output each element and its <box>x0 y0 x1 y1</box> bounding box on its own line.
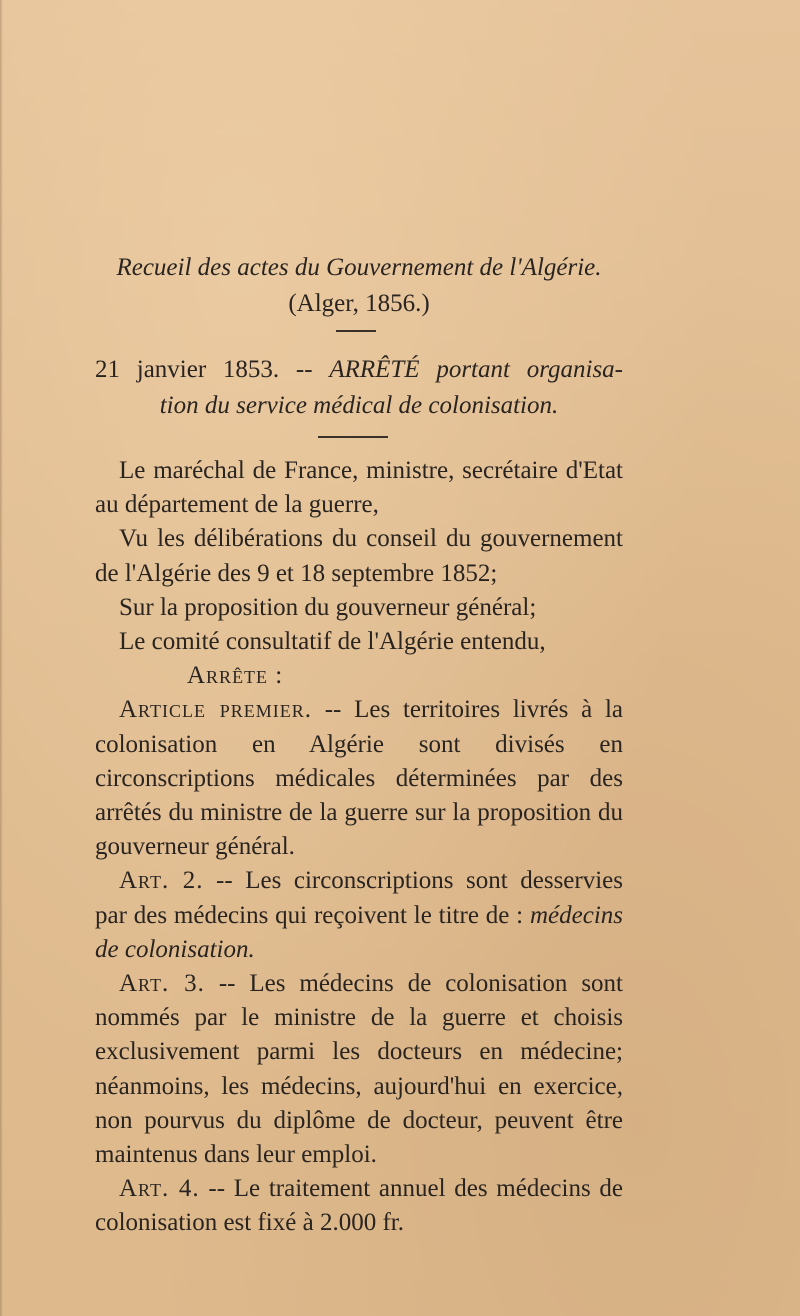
article-label: Art. 3. <box>119 970 205 998</box>
source-place-date: (Alger, 1856.) <box>288 290 430 317</box>
decree-body <box>95 454 623 1241</box>
source-citation <box>95 250 623 322</box>
article-2 <box>95 864 623 967</box>
article-text: -- Le traitement annuel des médecins de colonisation est fixé à 2.000 fr. <box>95 1175 623 1237</box>
preamble-paragraph: Le maréchal de France, ministre, secrétaire d'Etat au département de la guerre, <box>95 457 623 519</box>
preamble-paragraph: Le comité consultatif de l'Algérie entendu, <box>119 628 546 656</box>
separator-rule-long <box>318 436 388 438</box>
arrete-heading: Arrête : <box>187 662 284 690</box>
article-emphasis: médecins de colonisation. <box>95 901 624 963</box>
article-4 <box>95 1172 623 1240</box>
separator-rule-short <box>336 330 376 332</box>
decree-dateline <box>95 352 623 388</box>
page-binding-edge <box>0 0 3 1316</box>
decree-date: 21 janvier 1853. -- <box>95 356 313 383</box>
article-text: -- Les territoires livrés à la colonisation en Algérie sont divisés en circonscriptions médicales déterminées par des arrêtés du ministre de la guerre sur la proposition du gouverneur général. <box>95 696 624 861</box>
article-1 <box>95 693 623 864</box>
article-3 <box>95 967 623 1172</box>
decree-title-part2: tion du service médical de colonisation. <box>159 392 559 419</box>
article-text: -- Les circonscriptions sont desservies par des médecins qui reçoivent le titre de : <box>95 867 623 929</box>
decree-heading <box>95 352 623 424</box>
preamble-paragraph: Sur la proposition du gouverneur général; <box>119 593 537 621</box>
source-title: Recueil des actes du Gouvernement de l'Algérie. <box>116 254 602 281</box>
article-text: -- Les médecins de colonisation sont nommés par le ministre de la guerre et choisis exclusivement parmi les docteurs en médecine; néanmoins, les médecins, aujourd'hui en exercice, non pourvus du diplôme de docteur, peuvent être maintenus dans leur emploi. <box>95 970 623 1169</box>
decree-title-part1: ARRÊTÉ portant organisa- <box>329 356 623 383</box>
article-label: Art. 4. <box>119 1175 200 1203</box>
article-label: Art. 2. <box>119 867 204 895</box>
preamble-paragraph: Vu les délibérations du conseil du gouvernement de l'Algérie des 9 et 18 septembre 1852; <box>95 525 623 587</box>
article-label: Article premier. <box>119 696 312 724</box>
